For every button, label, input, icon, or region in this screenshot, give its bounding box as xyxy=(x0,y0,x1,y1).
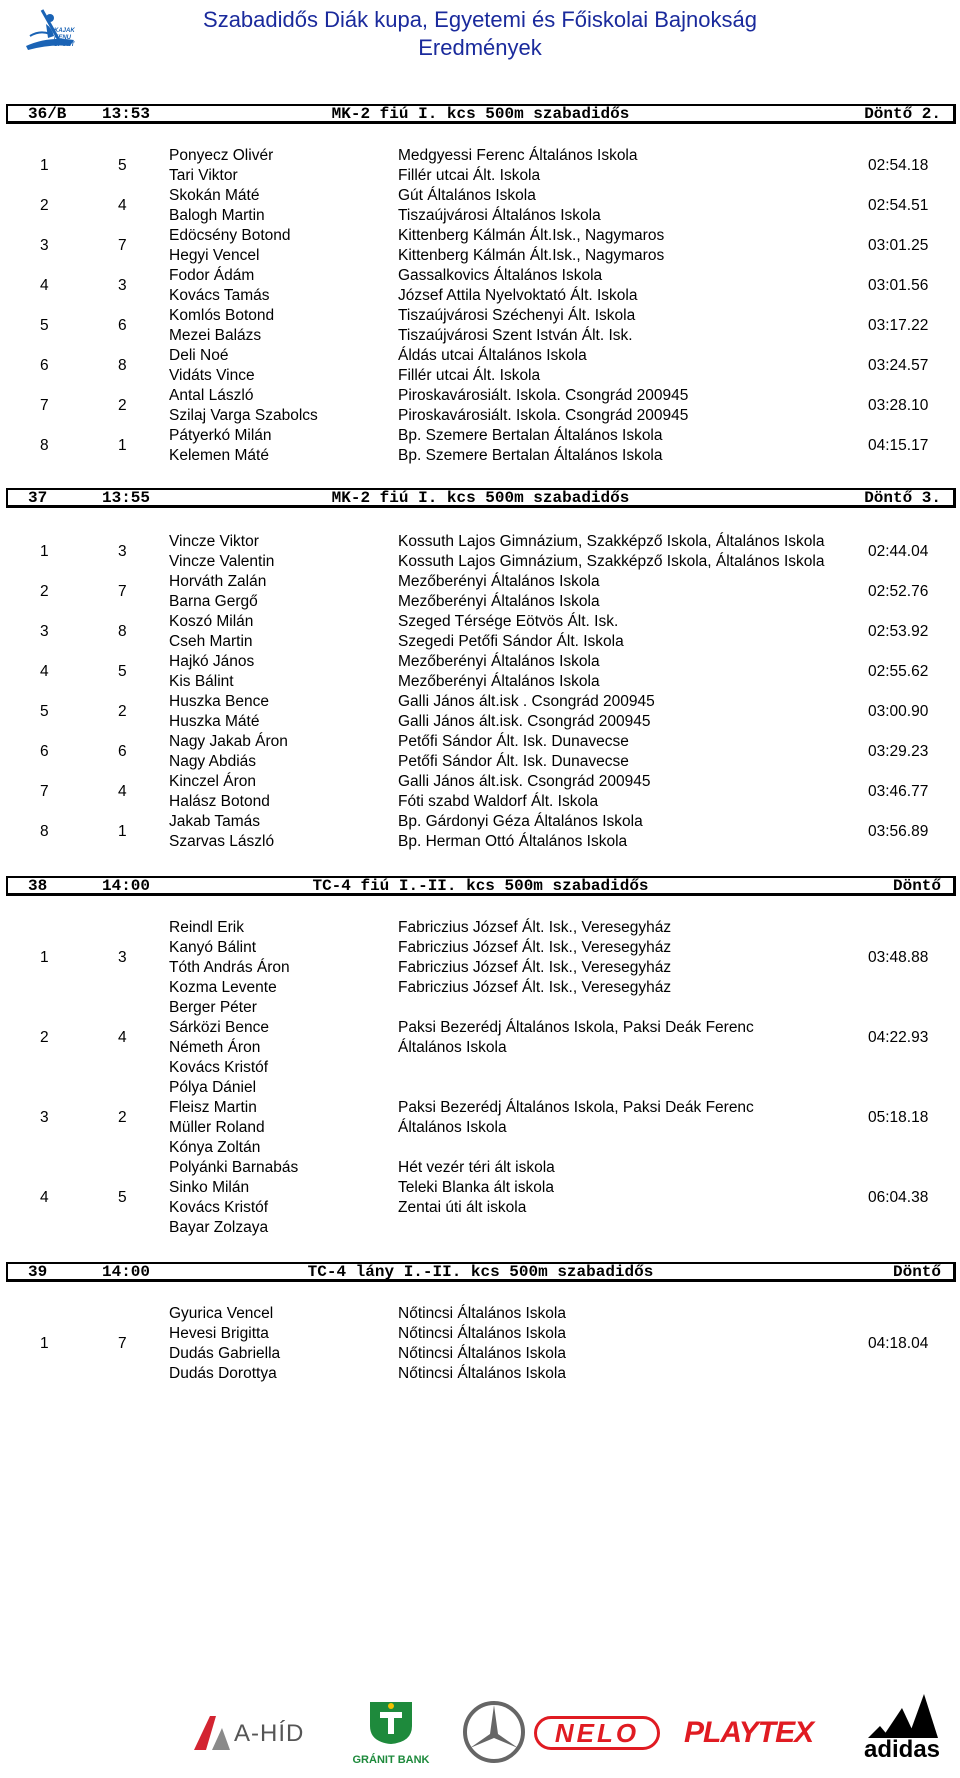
athlete-name: Tari Viktor xyxy=(169,167,238,184)
school-name: Bp. Gárdonyi Géza Általános Iskola xyxy=(398,813,643,830)
athlete-name: Sinko Milán xyxy=(169,1179,250,1196)
ahid-logo xyxy=(192,1714,320,1754)
race-number: 36/B xyxy=(28,105,67,123)
place-number: 6 xyxy=(40,357,49,374)
result-time: 03:24.57 xyxy=(868,357,929,374)
athlete-name: Reindl Erik xyxy=(169,919,244,936)
lane-number: 5 xyxy=(118,157,127,174)
race-event: MK-2 fiú I. kcs 500m szabadidős xyxy=(331,105,630,123)
athlete-name: Hajkó János xyxy=(169,653,255,670)
athlete-name: Huszka Máté xyxy=(169,713,260,730)
athlete-name: Kis Bálint xyxy=(169,673,234,690)
mercedes-star-icon xyxy=(462,1700,526,1764)
result-time: 03:48.88 xyxy=(868,949,929,966)
nelo-logo xyxy=(534,1716,664,1754)
school-name: Fabriczius József Ált. Isk., Veresegyház xyxy=(398,939,672,956)
athlete-name: Vincze Valentin xyxy=(169,553,275,570)
result-time: 05:18.18 xyxy=(868,1109,929,1126)
result-time: 04:18.04 xyxy=(868,1335,929,1352)
lane-number: 5 xyxy=(118,663,127,680)
result-row xyxy=(0,426,960,466)
school-name: Piroskavárosiált. Iskola. Csongrád 200945 xyxy=(398,407,689,424)
athlete-name: Polyánki Barnabás xyxy=(169,1159,299,1176)
lane-number: 7 xyxy=(118,583,127,600)
lane-number: 3 xyxy=(118,543,127,560)
lane-number: 2 xyxy=(118,397,127,414)
school-name: Paksi Bezerédj Általános Iskola, Paksi Deák Ferenc xyxy=(398,1019,754,1036)
result-time: 02:53.92 xyxy=(868,623,929,640)
mercedes-logo xyxy=(462,1700,526,1764)
race-time: 14:00 xyxy=(102,1263,151,1281)
athlete-name: Halász Botond xyxy=(169,793,270,810)
place-number: 4 xyxy=(40,277,49,294)
school-name: Kittenberg Kálmán Ált.Isk., Nagymaros xyxy=(398,227,665,244)
athlete-name: Németh Áron xyxy=(169,1039,261,1056)
result-time: 02:52.76 xyxy=(868,583,929,600)
adidas-label: adidas xyxy=(863,1736,941,1763)
school-name: Mezőberényi Általános Iskola xyxy=(398,593,600,610)
school-name: Kittenberg Kálmán Ált.Isk., Nagymaros xyxy=(398,247,665,264)
result-row xyxy=(0,1158,960,1238)
granit-bank-label: GRÁNIT BANK xyxy=(352,1754,430,1766)
school-name: Bp. Szemere Bertalan Általános Iskola xyxy=(398,427,663,444)
athlete-name: Dudás Dorottya xyxy=(169,1365,277,1382)
adidas-logo xyxy=(852,1694,952,1770)
athlete-name: Komlós Botond xyxy=(169,307,275,324)
school-name: Mezőberényi Általános Iskola xyxy=(398,673,600,690)
race-stage: Döntő 2. xyxy=(864,105,941,123)
school-name: Medgyessi Ferenc Általános Iskola xyxy=(398,147,638,164)
athlete-name: Balogh Martin xyxy=(169,207,265,224)
ahid-a-icon xyxy=(192,1714,232,1752)
race-header xyxy=(6,488,956,508)
place-number: 1 xyxy=(40,157,49,174)
sponsor-bar xyxy=(0,1692,960,1772)
school-name: Hét vezér téri ált iskola xyxy=(398,1159,555,1176)
school-name: Szeged Térsége Eötvös Ált. Isk. xyxy=(398,613,619,630)
race-event: TC-4 fiú I.-II. kcs 500m szabadidős xyxy=(312,877,649,895)
lane-number: 8 xyxy=(118,623,127,640)
athlete-name: Skokán Máté xyxy=(169,187,260,204)
athlete-name: Vincze Viktor xyxy=(169,533,259,550)
athlete-name: Dudás Gabriella xyxy=(169,1345,281,1362)
school-name: Tiszaújvárosi Széchenyi Ált. Iskola xyxy=(398,307,636,324)
race-stage: Döntő xyxy=(892,1263,941,1281)
school-name: Mezőberényi Általános Iskola xyxy=(398,573,600,590)
race-stage: Döntő 3. xyxy=(864,489,941,507)
school-name: Bp. Herman Ottó Általános Iskola xyxy=(398,833,628,850)
athlete-name: Tóth András Áron xyxy=(169,959,290,976)
school-name: Mezőberényi Általános Iskola xyxy=(398,653,600,670)
result-row xyxy=(0,186,960,226)
result-time: 06:04.38 xyxy=(868,1189,929,1206)
race-time: 14:00 xyxy=(102,877,151,895)
school-name: Petőfi Sándor Ált. Isk. Dunavecse xyxy=(398,753,629,770)
result-time: 02:44.04 xyxy=(868,543,929,560)
school-name: Zentai úti ált iskola xyxy=(398,1199,527,1216)
place-number: 3 xyxy=(40,623,49,640)
place-number: 5 xyxy=(40,317,49,334)
athlete-name: Ponyecz Olivér xyxy=(169,147,274,164)
lane-number: 4 xyxy=(118,197,127,214)
race-header xyxy=(6,876,956,896)
result-row xyxy=(0,226,960,266)
school-name: Fóti szabd Waldorf Ált. Iskola xyxy=(398,793,599,810)
place-number: 2 xyxy=(40,197,49,214)
athlete-name: Sárközi Bence xyxy=(169,1019,269,1036)
school-name: Gút Általános Iskola xyxy=(398,187,536,204)
school-name: Szegedi Petőfi Sándor Ált. Iskola xyxy=(398,633,624,650)
athlete-name: Nagy Jakab Áron xyxy=(169,733,288,750)
school-name: Gassalkovics Általános Iskola xyxy=(398,267,603,284)
result-row xyxy=(0,1078,960,1158)
lane-number: 6 xyxy=(118,317,127,334)
athlete-name: Szarvas László xyxy=(169,833,275,850)
athlete-name: Kanyó Bálint xyxy=(169,939,257,956)
result-time: 03:17.22 xyxy=(868,317,929,334)
athlete-name: Bayar Zolzaya xyxy=(169,1219,269,1236)
athlete-name: Nagy Abdiás xyxy=(169,753,257,770)
athlete-name: Kovács Tamás xyxy=(169,287,270,304)
logo-text: KAJAK KENU SPORT xyxy=(54,28,75,48)
place-number: 7 xyxy=(40,397,49,414)
lane-number: 4 xyxy=(118,1029,127,1046)
lane-number: 1 xyxy=(118,823,127,840)
school-name: Nőtincsi Általános Iskola xyxy=(398,1365,566,1382)
athlete-name: Pólya Dániel xyxy=(169,1079,257,1096)
school-name: Fabriczius József Ált. Isk., Veresegyház xyxy=(398,979,672,996)
result-time: 04:22.93 xyxy=(868,1029,929,1046)
result-time: 03:00.90 xyxy=(868,703,929,720)
playtex-label: PLAYTEX xyxy=(684,1716,814,1749)
result-time: 04:15.17 xyxy=(868,437,929,454)
place-number: 4 xyxy=(40,1189,49,1206)
athlete-name: Kovács Kristóf xyxy=(169,1059,269,1076)
school-name: Tiszaújvárosi Szent István Ált. Isk. xyxy=(398,327,633,344)
athlete-name: Horváth Zalán xyxy=(169,573,267,590)
school-name: Nőtincsi Általános Iskola xyxy=(398,1345,566,1362)
athlete-name: Müller Roland xyxy=(169,1119,265,1136)
place-number: 7 xyxy=(40,783,49,800)
result-time: 02:54.51 xyxy=(868,197,929,214)
athlete-name: Edöcsény Botond xyxy=(169,227,291,244)
athlete-name: Hevesi Brigitta xyxy=(169,1325,269,1342)
result-row xyxy=(0,918,960,998)
race-header xyxy=(6,1262,956,1282)
result-row xyxy=(0,572,960,612)
result-time: 02:55.62 xyxy=(868,663,929,680)
race-header xyxy=(6,104,956,124)
school-name: Általános Iskola xyxy=(398,1039,507,1056)
race-event: MK-2 fiú I. kcs 500m szabadidős xyxy=(331,489,630,507)
school-name: Tiszaújvárosi Általános Iskola xyxy=(398,207,601,224)
lane-number: 2 xyxy=(118,703,127,720)
result-row xyxy=(0,732,960,772)
place-number: 1 xyxy=(40,949,49,966)
result-row xyxy=(0,612,960,652)
athlete-name: Kozma Levente xyxy=(169,979,277,996)
nelo-label: NELO xyxy=(554,1718,640,1748)
school-name: Fabriczius József Ált. Isk., Veresegyház xyxy=(398,919,672,936)
school-name: Áldás utcai Általános Iskola xyxy=(398,347,587,364)
athlete-name: Kónya Zoltán xyxy=(169,1139,261,1156)
athlete-name: Vidáts Vince xyxy=(169,367,255,384)
athlete-name: Barna Gergő xyxy=(169,593,258,610)
adidas-stripes-icon xyxy=(866,1694,938,1738)
result-time: 03:28.10 xyxy=(868,397,929,414)
result-time: 02:54.18 xyxy=(868,157,929,174)
lane-number: 2 xyxy=(118,1109,127,1126)
lane-number: 7 xyxy=(118,1335,127,1352)
athlete-name: Hegyi Vencel xyxy=(169,247,260,264)
school-name: Bp. Szemere Bertalan Általános Iskola xyxy=(398,447,663,464)
place-number: 3 xyxy=(40,1109,49,1126)
place-number: 2 xyxy=(40,583,49,600)
result-row xyxy=(0,306,960,346)
race-number: 37 xyxy=(28,489,48,507)
lane-number: 3 xyxy=(118,277,127,294)
athlete-name: Kelemen Máté xyxy=(169,447,269,464)
result-row xyxy=(0,652,960,692)
place-number: 3 xyxy=(40,237,49,254)
athlete-name: Fodor Ádám xyxy=(169,267,255,284)
ahid-label: A-HÍD xyxy=(234,1720,305,1747)
result-row xyxy=(0,346,960,386)
granit-bank-logo xyxy=(342,1696,440,1770)
result-time: 03:01.56 xyxy=(868,277,929,294)
race-number: 39 xyxy=(28,1263,48,1281)
school-name: Galli János ált.isk . Csongrád 200945 xyxy=(398,693,655,710)
lane-number: 4 xyxy=(118,783,127,800)
granit-shield-icon xyxy=(366,1696,416,1746)
school-name: Kossuth Lajos Gimnázium, Szakképző Iskola, Általános Iskola xyxy=(398,553,825,570)
place-number: 1 xyxy=(40,543,49,560)
result-time: 03:56.89 xyxy=(868,823,929,840)
result-row xyxy=(0,386,960,426)
result-row xyxy=(0,772,960,812)
athlete-name: Fleisz Martin xyxy=(169,1099,257,1116)
school-name: Nőtincsi Általános Iskola xyxy=(398,1305,566,1322)
athlete-name: Huszka Bence xyxy=(169,693,269,710)
school-name: Fabriczius József Ált. Isk., Veresegyház xyxy=(398,959,672,976)
result-row xyxy=(0,692,960,732)
lane-number: 1 xyxy=(118,437,127,454)
athlete-name: Koszó Milán xyxy=(169,613,254,630)
lane-number: 8 xyxy=(118,357,127,374)
lane-number: 5 xyxy=(118,1189,127,1206)
result-row xyxy=(0,998,960,1078)
school-name: Teleki Blanka ált iskola xyxy=(398,1179,554,1196)
place-number: 8 xyxy=(40,437,49,454)
race-number: 38 xyxy=(28,877,48,895)
lane-number: 7 xyxy=(118,237,127,254)
school-name: Galli János ált.isk. Csongrád 200945 xyxy=(398,773,651,790)
result-row xyxy=(0,266,960,306)
title-line-1: Szabadidős Diák kupa, Egyetemi és Főiskolai Bajnokság xyxy=(203,7,757,32)
school-name: Paksi Bezerédj Általános Iskola, Paksi Deák Ferenc xyxy=(398,1099,754,1116)
result-time: 03:01.25 xyxy=(868,237,929,254)
race-time: 13:55 xyxy=(102,489,151,507)
page-title xyxy=(0,6,960,62)
result-time: 03:46.77 xyxy=(868,783,929,800)
lane-number: 3 xyxy=(118,949,127,966)
playtex-logo xyxy=(684,1716,834,1756)
place-number: 5 xyxy=(40,703,49,720)
school-name: Galli János ált.isk. Csongrád 200945 xyxy=(398,713,651,730)
athlete-name: Berger Péter xyxy=(169,999,257,1016)
athlete-name: Deli Noé xyxy=(169,347,229,364)
school-name: József Attila Nyelvoktató Ált. Iskola xyxy=(398,287,638,304)
place-number: 6 xyxy=(40,743,49,760)
school-name: Fillér utcai Ált. Iskola xyxy=(398,167,541,184)
race-event: TC-4 lány I.-II. kcs 500m szabadidős xyxy=(307,1263,654,1281)
athlete-name: Szilaj Varga Szabolcs xyxy=(169,407,318,424)
race-stage: Döntő xyxy=(892,877,941,895)
title-line-2: Eredmények xyxy=(418,35,542,60)
athlete-name: Antal László xyxy=(169,387,254,404)
result-row xyxy=(0,812,960,852)
school-name: Fillér utcai Ált. Iskola xyxy=(398,367,541,384)
place-number: 8 xyxy=(40,823,49,840)
lane-number: 6 xyxy=(118,743,127,760)
result-row xyxy=(0,1304,960,1384)
school-name: Nőtincsi Általános Iskola xyxy=(398,1325,566,1342)
place-number: 4 xyxy=(40,663,49,680)
result-time: 03:29.23 xyxy=(868,743,929,760)
athlete-name: Jakab Tamás xyxy=(169,813,261,830)
athlete-name: Mezei Balázs xyxy=(169,327,262,344)
athlete-name: Kovács Kristóf xyxy=(169,1199,269,1216)
place-number: 1 xyxy=(40,1335,49,1352)
result-row xyxy=(0,532,960,572)
athlete-name: Pátyerkó Milán xyxy=(169,427,272,444)
school-name: Általános Iskola xyxy=(398,1119,507,1136)
result-row xyxy=(0,146,960,186)
athlete-name: Gyurica Vencel xyxy=(169,1305,274,1322)
school-name: Petőfi Sándor Ált. Isk. Dunavecse xyxy=(398,733,629,750)
school-name: Kossuth Lajos Gimnázium, Szakképző Iskola, Általános Iskola xyxy=(398,533,825,550)
race-time: 13:53 xyxy=(102,105,151,123)
athlete-name: Cseh Martin xyxy=(169,633,253,650)
athlete-name: Kinczel Áron xyxy=(169,773,257,790)
place-number: 2 xyxy=(40,1029,49,1046)
school-name: Piroskavárosiált. Iskola. Csongrád 200945 xyxy=(398,387,689,404)
